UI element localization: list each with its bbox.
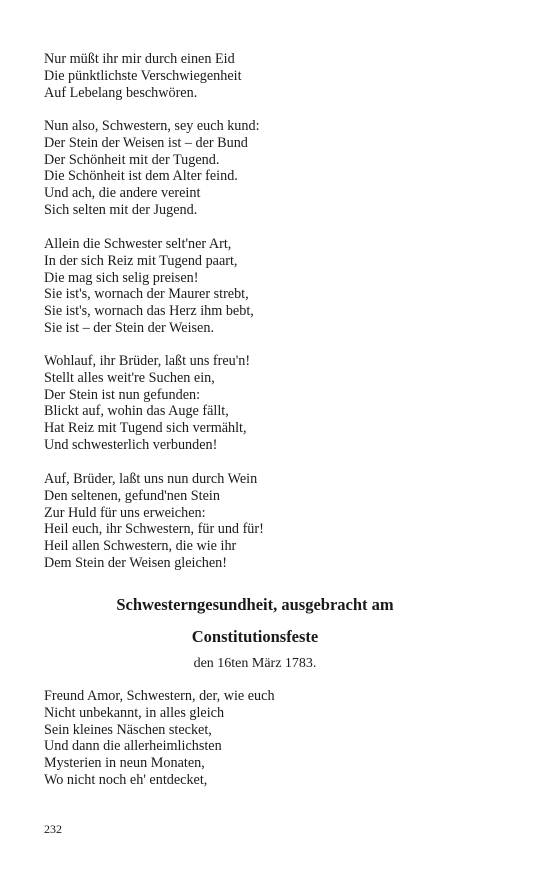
verse-line: Sie ist's, wornach das Herz ihm bebt, — [44, 303, 254, 320]
verse-line: Sich selten mit der Jugend. — [44, 201, 198, 218]
verse-line: Mysterien in neun Monaten, — [44, 755, 205, 772]
verse-line: Nur müßt ihr mir durch einen Eid — [44, 51, 235, 67]
verse-line: Sein kleines Näschen stecket, — [44, 721, 212, 738]
stanza-3 — [44, 236, 254, 337]
verse-line: In der sich Reiz mit Tugend paart, — [44, 252, 238, 269]
verse-line: Nun also, Schwestern, sey euch kund: — [44, 118, 260, 134]
stanza-1 — [44, 51, 242, 101]
verse-line: Sie ist's, wornach der Maurer strebt, — [44, 286, 249, 303]
verse-line: Der Stein ist nun gefunden: — [44, 386, 201, 403]
page-number: 232 — [44, 822, 62, 836]
stanza-6 — [44, 688, 275, 789]
verse-line: Wo nicht noch eh' entdecket, — [44, 771, 208, 788]
verse-line: Die pünktlichste Verschwiegenheit — [44, 67, 242, 84]
verse-line: Heil euch, ihr Schwestern, für und für! — [44, 521, 264, 538]
verse-line: Und ach, die andere vereint — [44, 185, 201, 202]
stanza-4 — [44, 353, 250, 454]
verse-line: Auf, Brüder, laßt uns nun durch Wein — [44, 471, 258, 487]
stanza-5 — [44, 471, 264, 572]
verse-line: Wohlauf, ihr Brüder, laßt uns freu'n! — [44, 353, 251, 369]
verse-line: Die mag sich selig preisen! — [44, 269, 199, 286]
verse-line: Nicht unbekannt, in alles gleich — [44, 704, 225, 721]
verse-line: Allein die Schwester selt'ner Art, — [44, 236, 232, 252]
verse-line: Und dann die allerheimlichsten — [44, 738, 222, 755]
verse-line: Die Schönheit ist dem Alter feind. — [44, 168, 238, 185]
poem-title-line-1: Schwesterngesundheit, ausgebracht am — [116, 595, 394, 614]
verse-line: Freund Amor, Schwestern, der, wie euch — [44, 688, 275, 704]
verse-line: Stellt alles weit're Suchen ein, — [44, 369, 215, 386]
poem-title-line-2: Constitutionsfeste — [191, 627, 319, 646]
verse-line: Heil allen Schwestern, die wie ihr — [44, 538, 237, 555]
verse-line: Und schwesterlich verbunden! — [44, 436, 218, 453]
verse-line: Zur Huld für uns erweichen: — [44, 504, 206, 521]
verse-line: Der Stein der Weisen ist – der Bund — [44, 134, 248, 151]
verse-line: Dem Stein der Weisen gleichen! — [44, 554, 227, 571]
verse-line: Blickt auf, wohin das Auge fällt, — [44, 403, 229, 420]
verse-line: Auf Lebelang beschwören. — [44, 84, 198, 101]
stanza-2 — [44, 118, 260, 219]
verse-line: Der Schönheit mit der Tugend. — [44, 151, 220, 168]
verse-line: Hat Reiz mit Tugend sich vermählt, — [44, 420, 247, 437]
verse-line: Den seltenen, gefund'nen Stein — [44, 487, 220, 504]
verse-line: Sie ist – der Stein der Weisen. — [44, 319, 214, 336]
poem-dateline: den 16ten März 1783. — [193, 656, 317, 671]
